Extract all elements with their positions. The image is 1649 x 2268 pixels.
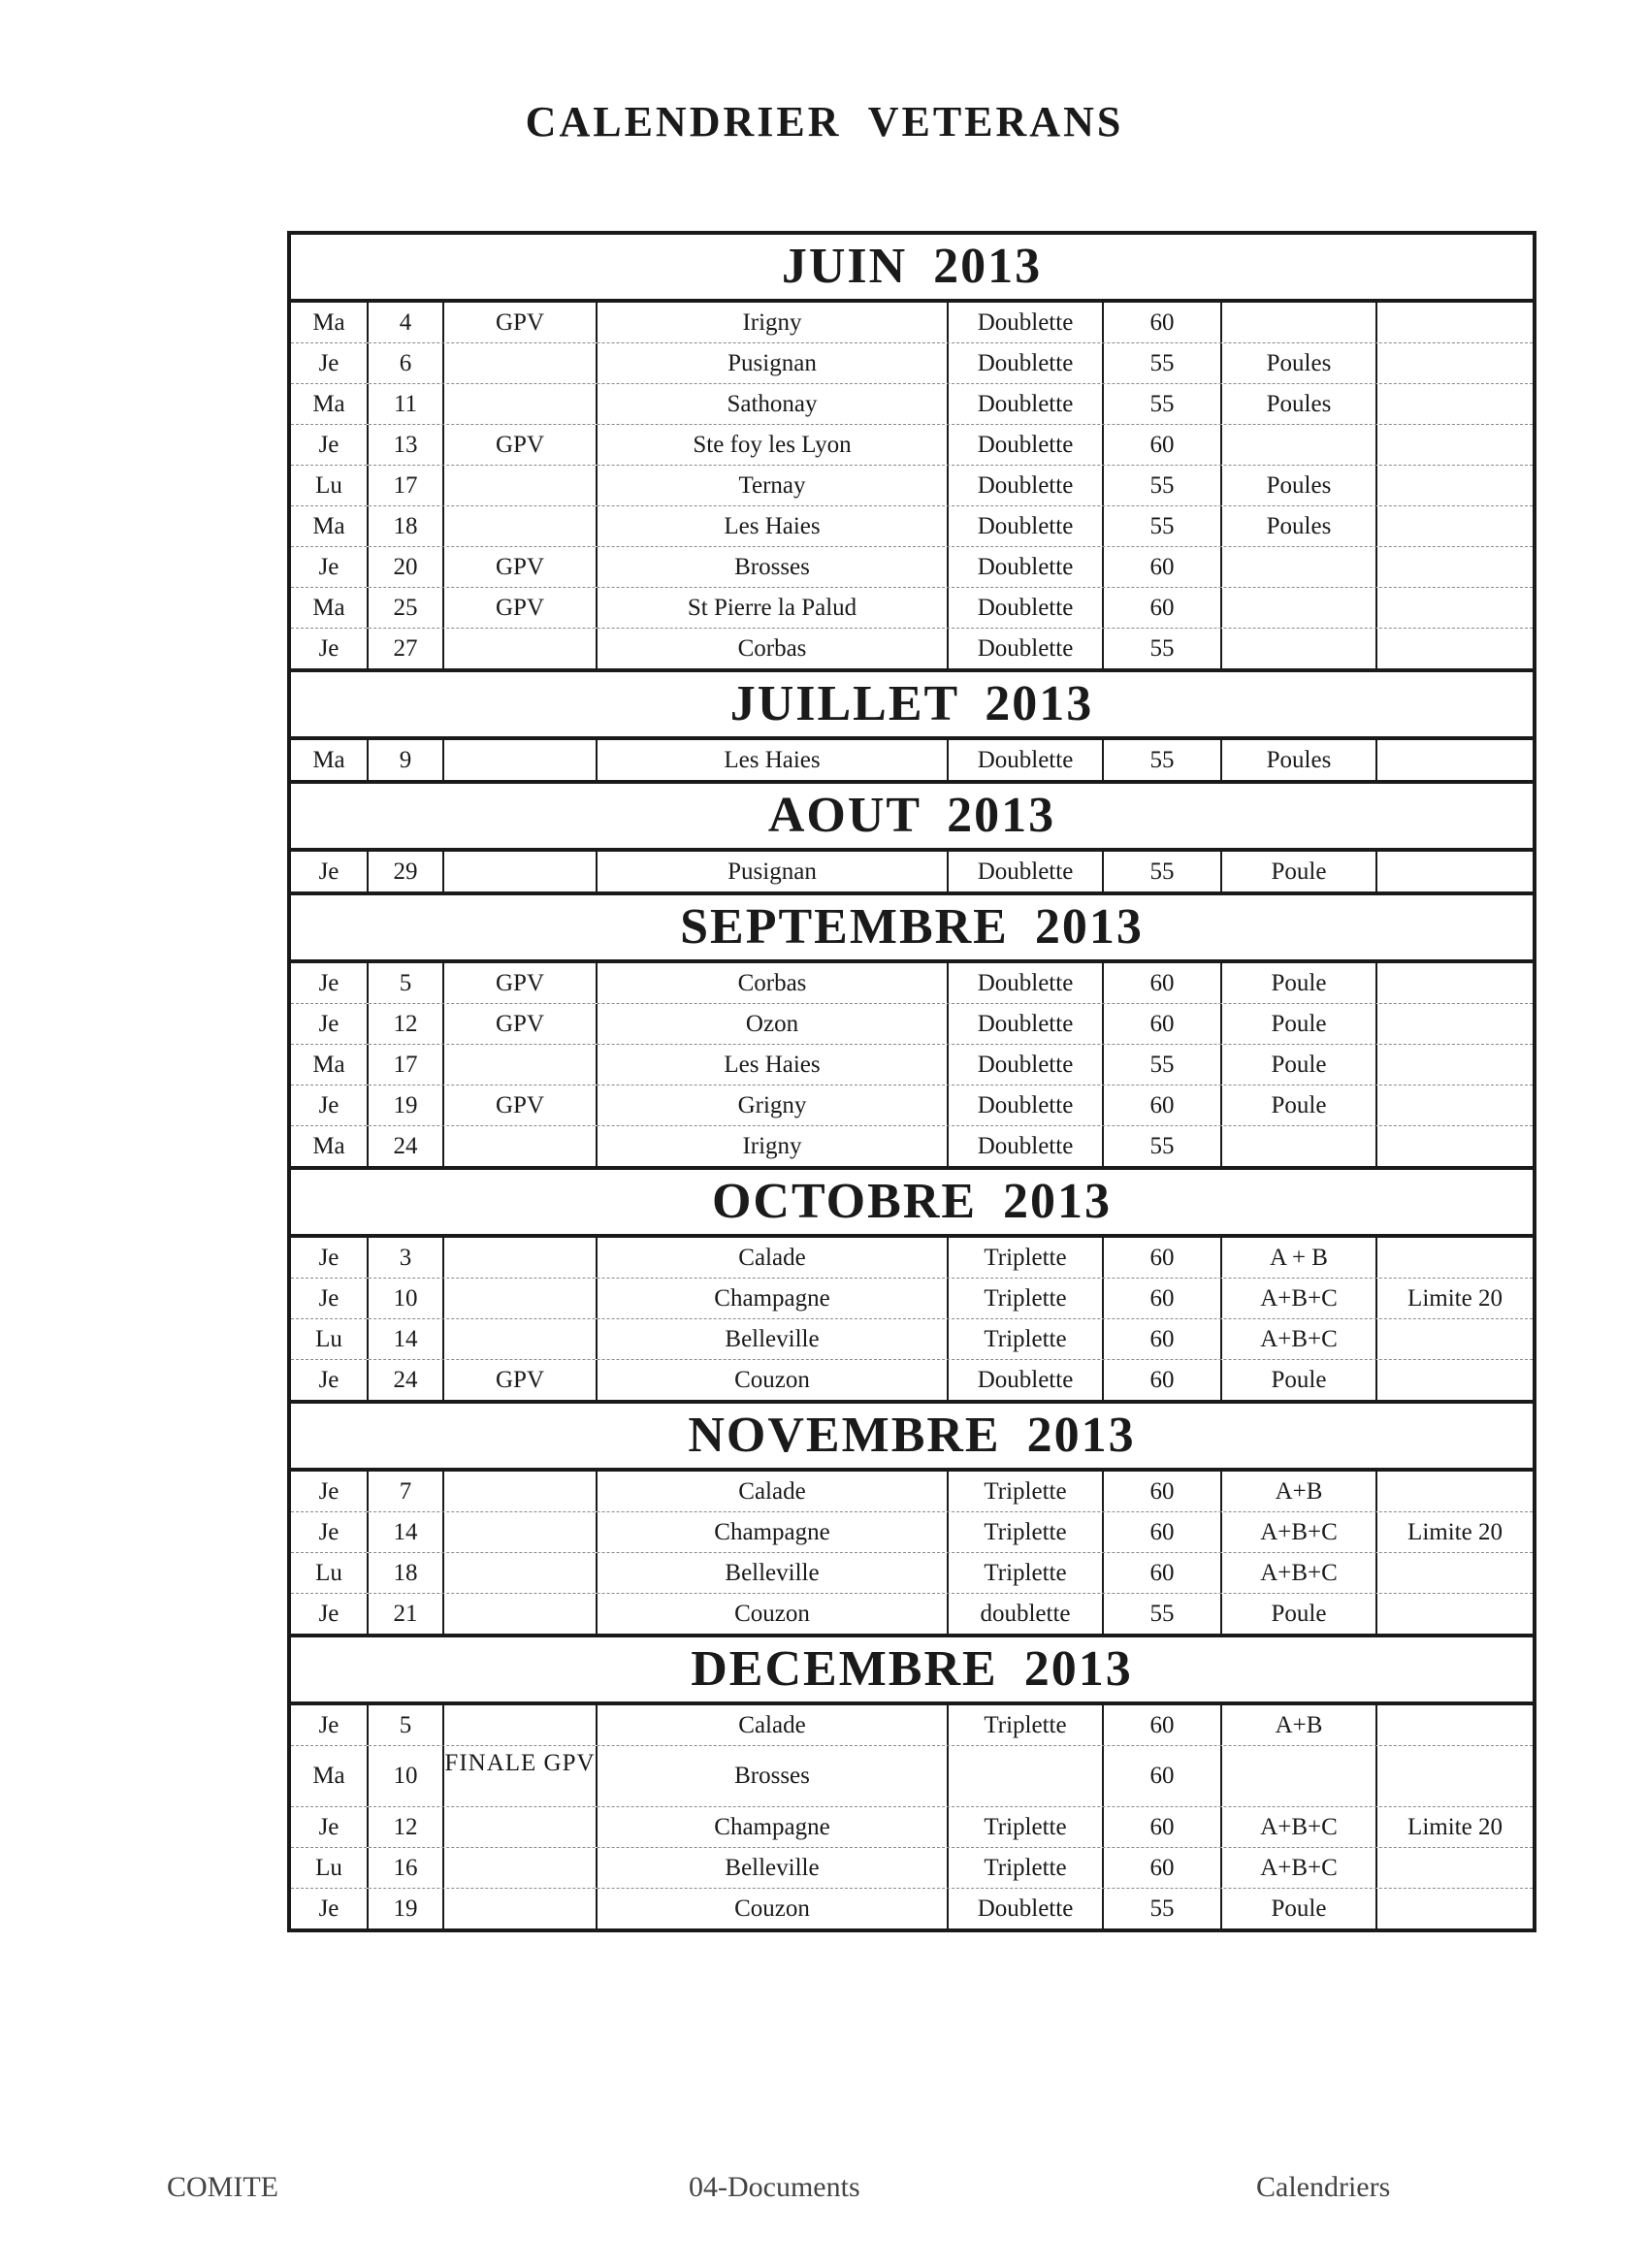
day-cell: Je [291, 1360, 369, 1400]
team-type-cell: Triplette [949, 1319, 1104, 1359]
table-row [291, 343, 1533, 384]
month-section [291, 1637, 1533, 1932]
note-cell [1377, 1746, 1533, 1806]
day-cell: Lu [291, 1319, 369, 1359]
day-cell: Je [291, 1238, 369, 1278]
age-cell: 60 [1104, 1085, 1222, 1125]
day-cell: Je [291, 1889, 369, 1928]
team-type-cell: Triplette [949, 1705, 1104, 1745]
gpv-cell [444, 1512, 598, 1552]
venue-cell: Sathonay [598, 384, 949, 424]
team-type-cell: Triplette [949, 1279, 1104, 1318]
table-row [291, 740, 1533, 780]
gpv-cell [444, 1472, 598, 1511]
gpv-cell: GPV [444, 547, 598, 587]
note-cell [1377, 740, 1533, 780]
date-cell: 3 [369, 1238, 444, 1278]
note-cell [1377, 1126, 1533, 1166]
gpv-cell: GPV [444, 425, 598, 465]
venue-cell: Ternay [598, 466, 949, 505]
venue-cell: Couzon [598, 1594, 949, 1634]
venue-cell: Brosses [598, 547, 949, 587]
day-cell: Je [291, 1807, 369, 1847]
note-cell [1377, 629, 1533, 668]
table-row [291, 1594, 1533, 1634]
date-cell: 27 [369, 629, 444, 668]
month-section [291, 1170, 1533, 1404]
venue-cell: Calade [598, 1705, 949, 1745]
note-cell [1377, 547, 1533, 587]
team-type-cell: Doublette [949, 547, 1104, 587]
day-cell: Je [291, 852, 369, 891]
age-cell: 55 [1104, 506, 1222, 546]
venue-cell: Irigny [598, 303, 949, 342]
day-cell: Ma [291, 588, 369, 628]
date-cell: 12 [369, 1004, 444, 1044]
age-cell: 60 [1104, 1004, 1222, 1044]
day-cell: Je [291, 425, 369, 465]
format-cell [1222, 547, 1377, 587]
note-cell [1377, 963, 1533, 1003]
note-cell [1377, 1319, 1533, 1359]
team-type-cell: Doublette [949, 384, 1104, 424]
month-rows [291, 1238, 1533, 1404]
team-type-cell: Triplette [949, 1807, 1104, 1847]
team-type-cell: Doublette [949, 466, 1104, 505]
venue-cell: Corbas [598, 963, 949, 1003]
team-type-cell: Triplette [949, 1472, 1104, 1511]
team-type-cell: doublette [949, 1594, 1104, 1634]
age-cell: 60 [1104, 1360, 1222, 1400]
gpv-cell [444, 1553, 598, 1593]
gpv-cell [444, 506, 598, 546]
gpv-cell: GPV [444, 963, 598, 1003]
date-cell: 18 [369, 1553, 444, 1593]
venue-cell: Calade [598, 1238, 949, 1278]
date-cell: 19 [369, 1889, 444, 1928]
table-row [291, 506, 1533, 547]
format-cell: Poule [1222, 1889, 1377, 1928]
venue-cell: Champagne [598, 1512, 949, 1552]
team-type-cell: Doublette [949, 963, 1104, 1003]
team-type-cell: Doublette [949, 1045, 1104, 1085]
age-cell: 60 [1104, 1705, 1222, 1745]
team-type-cell [949, 1746, 1104, 1806]
gpv-cell [444, 343, 598, 383]
venue-cell: Brosses [598, 1746, 949, 1806]
footer-right: Calendriers [1256, 2171, 1391, 2203]
table-row [291, 852, 1533, 891]
team-type-cell: Doublette [949, 588, 1104, 628]
note-cell [1377, 1553, 1533, 1593]
note-cell [1377, 1705, 1533, 1745]
table-row [291, 1279, 1533, 1319]
venue-cell: Pusignan [598, 852, 949, 891]
date-cell: 24 [369, 1126, 444, 1166]
month-rows [291, 852, 1533, 895]
day-cell: Ma [291, 506, 369, 546]
date-cell: 10 [369, 1746, 444, 1806]
note-cell [1377, 506, 1533, 546]
table-row [291, 1553, 1533, 1594]
venue-cell: Corbas [598, 629, 949, 668]
team-type-cell: Doublette [949, 303, 1104, 342]
table-row [291, 1360, 1533, 1400]
team-type-cell: Doublette [949, 1360, 1104, 1400]
format-cell: Poule [1222, 1085, 1377, 1125]
format-cell: A+B+C [1222, 1319, 1377, 1359]
table-row [291, 303, 1533, 343]
day-cell: Je [291, 963, 369, 1003]
date-cell: 6 [369, 343, 444, 383]
date-cell: 11 [369, 384, 444, 424]
date-cell: 4 [369, 303, 444, 342]
format-cell: Poules [1222, 343, 1377, 383]
note-cell [1377, 588, 1533, 628]
team-type-cell: Doublette [949, 1889, 1104, 1928]
note-cell [1377, 1045, 1533, 1085]
age-cell: 55 [1104, 629, 1222, 668]
venue-cell: Les Haies [598, 740, 949, 780]
month-heading: OCTOBRE 2013 [291, 1170, 1533, 1238]
footer-middle: 04-Documents [689, 2171, 860, 2203]
table-row [291, 1848, 1533, 1889]
table-row [291, 1085, 1533, 1126]
gpv-cell [444, 384, 598, 424]
month-section [291, 1404, 1533, 1637]
team-type-cell: Doublette [949, 343, 1104, 383]
gpv-cell [444, 740, 598, 780]
date-cell: 17 [369, 1045, 444, 1085]
month-rows [291, 740, 1533, 784]
gpv-cell [444, 1126, 598, 1166]
gpv-cell [444, 1319, 598, 1359]
age-cell: 60 [1104, 1319, 1222, 1359]
format-cell: A+B+C [1222, 1279, 1377, 1318]
note-cell [1377, 1004, 1533, 1044]
table-row [291, 1004, 1533, 1045]
age-cell: 60 [1104, 1746, 1222, 1806]
format-cell: A+B+C [1222, 1512, 1377, 1552]
day-cell: Lu [291, 1848, 369, 1888]
venue-cell: Belleville [598, 1848, 949, 1888]
format-cell: Poule [1222, 1360, 1377, 1400]
day-cell: Ma [291, 1746, 369, 1806]
team-type-cell: Doublette [949, 1085, 1104, 1125]
date-cell: 29 [369, 852, 444, 891]
month-section [291, 672, 1533, 784]
date-cell: 21 [369, 1594, 444, 1634]
note-cell [1377, 343, 1533, 383]
format-cell: Poule [1222, 852, 1377, 891]
day-cell: Je [291, 1085, 369, 1125]
age-cell: 55 [1104, 1045, 1222, 1085]
note-cell [1377, 384, 1533, 424]
note-cell: Limite 20 [1407, 1285, 1503, 1312]
table-row [291, 547, 1533, 588]
month-rows [291, 1705, 1533, 1932]
age-cell: 55 [1104, 740, 1222, 780]
venue-cell: Ozon [598, 1004, 949, 1044]
day-cell: Ma [291, 1045, 369, 1085]
age-cell: 60 [1104, 1279, 1222, 1318]
footer-left: COMITE [167, 2171, 278, 2203]
table-row [291, 1705, 1533, 1746]
table-row [291, 1238, 1533, 1279]
venue-cell: Champagne [598, 1807, 949, 1847]
gpv-cell [444, 1594, 598, 1634]
age-cell: 55 [1104, 1889, 1222, 1928]
age-cell: 60 [1104, 1472, 1222, 1511]
format-cell: A+B+C [1222, 1848, 1377, 1888]
age-cell: 55 [1104, 384, 1222, 424]
day-cell: Ma [291, 303, 369, 342]
note-cell: Limite 20 [1407, 1814, 1503, 1840]
age-cell: 55 [1104, 1126, 1222, 1166]
team-type-cell: Doublette [949, 852, 1104, 891]
age-cell: 60 [1104, 303, 1222, 342]
gpv-cell [444, 1705, 598, 1745]
venue-cell: Belleville [598, 1553, 949, 1593]
note-cell [1377, 466, 1533, 505]
gpv-cell: GPV [444, 588, 598, 628]
note-cell [1377, 303, 1533, 342]
format-cell [1222, 425, 1377, 465]
month-heading: JUILLET 2013 [291, 672, 1533, 740]
day-cell: Je [291, 1004, 369, 1044]
gpv-cell [444, 466, 598, 505]
format-cell: Poule [1222, 1004, 1377, 1044]
table-row [291, 425, 1533, 466]
note-cell [1377, 1848, 1533, 1888]
venue-cell: Pusignan [598, 343, 949, 383]
team-type-cell: Doublette [949, 629, 1104, 668]
gpv-cell: GPV [444, 1004, 598, 1044]
calendar-table [287, 231, 1536, 1932]
day-cell: Je [291, 1472, 369, 1511]
team-type-cell: Doublette [949, 740, 1104, 780]
month-heading: JUIN 2013 [291, 235, 1533, 303]
table-row [291, 1746, 1533, 1807]
day-cell: Lu [291, 466, 369, 505]
day-cell: Je [291, 547, 369, 587]
format-cell [1222, 1746, 1377, 1806]
table-row [291, 1126, 1533, 1166]
day-cell: Ma [291, 384, 369, 424]
age-cell: 60 [1104, 1848, 1222, 1888]
venue-cell: Champagne [598, 1279, 949, 1318]
day-cell: Je [291, 343, 369, 383]
table-row [291, 588, 1533, 629]
note-cell [1377, 1594, 1533, 1634]
month-rows [291, 303, 1533, 672]
date-cell: 13 [369, 425, 444, 465]
format-cell [1222, 629, 1377, 668]
team-type-cell: Triplette [949, 1512, 1104, 1552]
format-cell: Poule [1222, 1594, 1377, 1634]
date-cell: 24 [369, 1360, 444, 1400]
age-cell: 55 [1104, 1594, 1222, 1634]
format-cell [1222, 588, 1377, 628]
day-cell: Je [291, 629, 369, 668]
note-cell: Limite 20 [1407, 1519, 1503, 1545]
venue-cell: Grigny [598, 1085, 949, 1125]
gpv-cell [444, 852, 598, 891]
month-section [291, 235, 1533, 672]
date-cell: 12 [369, 1807, 444, 1847]
note-cell [1377, 1085, 1533, 1125]
age-cell: 60 [1104, 1553, 1222, 1593]
gpv-cell [444, 1807, 598, 1847]
gpv-cell: GPV [444, 1360, 598, 1400]
table-row [291, 1889, 1533, 1928]
note-cell [1377, 1889, 1533, 1928]
day-cell: Je [291, 1279, 369, 1318]
format-cell: A+B+C [1222, 1807, 1377, 1847]
date-cell: 20 [369, 547, 444, 587]
age-cell: 60 [1104, 425, 1222, 465]
venue-cell: Les Haies [598, 506, 949, 546]
format-cell: A + B [1222, 1238, 1377, 1278]
table-row [291, 466, 1533, 506]
note-cell [1377, 425, 1533, 465]
month-section [291, 895, 1533, 1170]
format-cell: A+B+C [1222, 1553, 1377, 1593]
format-cell: Poules [1222, 740, 1377, 780]
table-row [291, 1807, 1533, 1848]
team-type-cell: Doublette [949, 1126, 1104, 1166]
gpv-cell [444, 1889, 598, 1928]
month-rows [291, 1472, 1533, 1637]
venue-cell: St Pierre la Palud [598, 588, 949, 628]
note-cell [1377, 1360, 1533, 1400]
format-cell: Poules [1222, 506, 1377, 546]
date-cell: 5 [369, 1705, 444, 1745]
table-row [291, 629, 1533, 668]
venue-cell: Couzon [598, 1360, 949, 1400]
month-heading: NOVEMBRE 2013 [291, 1404, 1533, 1472]
team-type-cell: Triplette [949, 1848, 1104, 1888]
format-cell: Poules [1222, 384, 1377, 424]
date-cell: 16 [369, 1848, 444, 1888]
venue-cell: Couzon [598, 1889, 949, 1928]
day-cell: Ma [291, 1126, 369, 1166]
venue-cell: Irigny [598, 1126, 949, 1166]
venue-cell: Ste foy les Lyon [598, 425, 949, 465]
team-type-cell: Triplette [949, 1553, 1104, 1593]
age-cell: 60 [1104, 1512, 1222, 1552]
table-row [291, 384, 1533, 425]
team-type-cell: Doublette [949, 1004, 1104, 1044]
date-cell: 7 [369, 1472, 444, 1511]
day-cell: Ma [291, 740, 369, 780]
date-cell: 25 [369, 588, 444, 628]
date-cell: 10 [369, 1279, 444, 1318]
venue-cell: Belleville [598, 1319, 949, 1359]
format-cell [1222, 1126, 1377, 1166]
date-cell: 9 [369, 740, 444, 780]
age-cell: 55 [1104, 343, 1222, 383]
note-cell [1377, 852, 1533, 891]
date-cell: 14 [369, 1319, 444, 1359]
format-cell: Poule [1222, 1045, 1377, 1085]
age-cell: 60 [1104, 588, 1222, 628]
month-heading: AOUT 2013 [291, 784, 1533, 852]
age-cell: 60 [1104, 547, 1222, 587]
gpv-cell: GPV [444, 1085, 598, 1125]
page-footer [0, 2171, 1649, 2210]
gpv-cell [444, 1848, 598, 1888]
note-cell [1377, 1238, 1533, 1278]
age-cell: 60 [1104, 963, 1222, 1003]
format-cell [1222, 303, 1377, 342]
age-cell: 60 [1104, 1807, 1222, 1847]
age-cell: 55 [1104, 466, 1222, 505]
date-cell: 19 [369, 1085, 444, 1125]
day-cell: Je [291, 1705, 369, 1745]
venue-cell: Calade [598, 1472, 949, 1511]
month-heading: SEPTEMBRE 2013 [291, 895, 1533, 963]
gpv-cell [444, 1279, 598, 1318]
day-cell: Lu [291, 1553, 369, 1593]
month-rows [291, 963, 1533, 1170]
date-cell: 5 [369, 963, 444, 1003]
format-cell: Poules [1222, 466, 1377, 505]
venue-cell: Les Haies [598, 1045, 949, 1085]
date-cell: 18 [369, 506, 444, 546]
gpv-cell [444, 1238, 598, 1278]
gpv-cell: FINALE GPV [444, 1746, 598, 1806]
date-cell: 17 [369, 466, 444, 505]
gpv-cell: GPV [444, 303, 598, 342]
format-cell: A+B [1222, 1472, 1377, 1511]
age-cell: 60 [1104, 1238, 1222, 1278]
team-type-cell: Doublette [949, 506, 1104, 546]
day-cell: Je [291, 1512, 369, 1552]
month-heading: DECEMBRE 2013 [291, 1637, 1533, 1705]
note-cell [1377, 1472, 1533, 1511]
month-section [291, 784, 1533, 895]
table-row [291, 1045, 1533, 1085]
page-title: CALENDRIER VETERANS [525, 98, 1124, 146]
gpv-cell [444, 1045, 598, 1085]
table-row [291, 1472, 1533, 1512]
table-row [291, 1512, 1533, 1553]
gpv-cell [444, 629, 598, 668]
date-cell: 14 [369, 1512, 444, 1552]
format-cell: Poule [1222, 963, 1377, 1003]
team-type-cell: Triplette [949, 1238, 1104, 1278]
table-row [291, 1319, 1533, 1360]
format-cell: A+B [1222, 1705, 1377, 1745]
table-row [291, 963, 1533, 1004]
team-type-cell: Doublette [949, 425, 1104, 465]
age-cell: 55 [1104, 852, 1222, 891]
day-cell: Je [291, 1594, 369, 1634]
